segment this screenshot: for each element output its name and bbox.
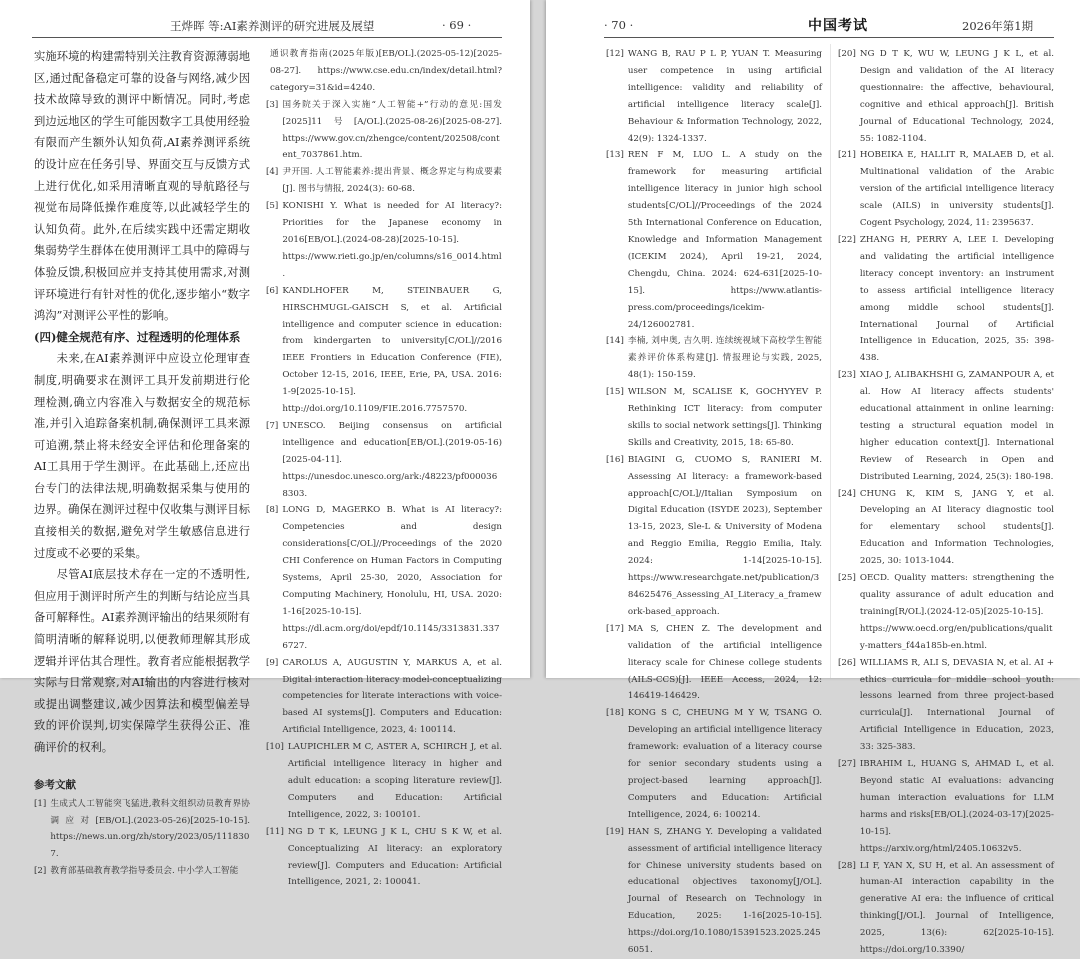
reference-item (266, 198, 502, 283)
reference-number: [20] (838, 49, 856, 59)
reference-text: LAUPICHLER M C, ASTER A, SCHIRCH J, et al. Artificial intelligence literacy in higher and adult education: a scoping literature review[J]. Computers and Education: Artificial Intelligence, 2022, 3: 100101. (287, 742, 502, 820)
reference-text: IBRAHIM L, HUANG S, AHMAD L, et al. Beyond static AI evaluations: advancing human interaction evaluations for LLM harms and risks[EB/OL].(2024-03-17)[2025-10-15]. https://arxiv.org/html/2405.10632v5. (859, 759, 1054, 854)
reference-list (838, 46, 1054, 959)
reference-number: [13] (606, 150, 624, 161)
reference-number: [3] (266, 99, 279, 110)
reference-item (606, 147, 822, 333)
right-references-column-2 (838, 46, 1054, 956)
reference-number: [21] (838, 150, 856, 161)
left-page (0, 0, 530, 888)
reference-number: [18] (606, 708, 624, 719)
reference-text: NG D T K, WU W, LEUNG J K L, et al. Design and validation of the AI literacy questionnaire: the affective, behavioural, cognitive and ethical approach[J]. British Journal of Educational Technology, 2024, 55: 1082-1104. (859, 49, 1054, 144)
reference-item (838, 232, 1054, 367)
column-divider (830, 44, 831, 678)
right-page (546, 0, 1080, 956)
journal-logo: 中国考试 (808, 18, 868, 34)
reference-text: 生成式人工智能突飞猛进,教科文组织动员教育界协调应对[EB/OL].(2023-05-26)[2025-10-15]. https://news.un.org/zh/story/2023/05/1118307. (50, 798, 250, 860)
reference-text: WILSON M, SCALISE K, GOCHYYEV P. Rethinking ICT literacy: from computer skills to social network settings[J]. Thinking Skills and Creativity, 2015, 18: 65-80. (627, 387, 822, 448)
reference-text: UNESCO. Beijing consensus on artificial intelligence and education[EB/OL].(2019-05-16)[2025-04-11]. https://unesdoc.unesco.org/ark:/48223/pf0000368303. (282, 420, 502, 499)
reference-number: [24] (838, 488, 856, 499)
reference-text: KANDLHOFER M, STEINBAUER G, HIRSCHMUGL-GAISCH S, et al. Artificial intelligence and computer science in education: from kindergarten to university[C/OL]//2016 IEEE Frontiers in Education Conference (FIE), October 12-15, 2016, IEEE, Erie, PA, USA. 2016: 1-9[2025-10-15]. http://doi.org/10.1109/FIE.2016.7757570. (282, 285, 502, 415)
page-number-right: · 70 · (604, 18, 634, 32)
reference-number: [23] (838, 370, 856, 381)
page-number-left: · 69 · (442, 18, 472, 32)
reference-item (266, 46, 502, 97)
reference-text: BIAGINI G, CUOMO S, RANIERI M. Assessing AI literacy: a framework-based approach[C/OL]//Italian Symposium on Digital Education (ISYDE 2023), September 13-15, 2023, Sle-L & University of Modena and Reggio Emilia, Reggio Emilia, Italy. 2024: 1-14[2025-10-15]. https://www.researchgate.net/publication/384625476_Assessing_AI_Literacy_a_framework-based_approach. (627, 454, 822, 617)
reference-item (838, 147, 1054, 232)
reference-number: [7] (266, 420, 279, 431)
reference-item (266, 97, 502, 165)
reference-number: [8] (266, 505, 279, 516)
body-paragraph: 未来,在AI素养测评中应设立伦理审查制度,明确要求在测评工具开发前期进行伦理检测,确立内容准入与数据安全的规范标准,并引入追踪备案机制,确保测评工具来源可追溯,禁止将未经安全评估和伦理备案的AI工具用于学生测评。在此基础上,还应出台专门的法律法规,明确数据采集与使用的边界。确保在测评过程中仅收集与测评目标直接相关的数据,避免对学生敏感信息进行过度或不必要的采集。 (34, 352, 250, 560)
reference-item (838, 367, 1054, 485)
reference-text: MA S, CHEN Z. The development and validation of the artificial intelligence literacy scale for Chinese college students (AILS-CCS)[J]. IEEE Access, 2024, 12: 146419-146429. (627, 623, 822, 702)
reference-number: [15] (606, 387, 624, 398)
reference-item (606, 333, 822, 384)
reference-number: [27] (838, 759, 856, 770)
reference-number: [16] (606, 454, 624, 465)
body-paragraph: 实施环境的构建需特别关注教育资源薄弱地区,通过配备稳定可靠的设备与网络,减少因技术故障导致的测评中断情况。同时,考虑到边远地区的学生可能因数字工具使用经验有限而产生额外认知负荷,AI素养测评系统的设计应在任务引导、界面交互与反馈方式上进行优化,如采用清晰直观的导航路径与视觉布局降低操作难度等,以此减轻学生的认知负荷。此外,在后续实践中还需定期收集弱势学生群体在使用测评工具中的障碍与体验反馈,积极回应并支持其使用需求,对测评环境进行有针对性的优化,逐步缩小“数字鸿沟”对测评公平性的影响。 (34, 50, 250, 323)
reference-text: 通识教育指南(2025年版)[EB/OL].(2025-05-12)[2025-08-27]. https://www.cse.edu.cn/index/detail.html?category=31&id=4240. (270, 49, 502, 93)
reference-item (266, 418, 502, 503)
reference-item (606, 705, 822, 823)
reference-text: WANG B, RAU P L P, YUAN T. Measuring user competence in using artificial intelligence: validity and reliability of artificial intelligence literacy scale[J]. Behaviour & Information Technology, 2022, 42(9): 1324-1337. (627, 49, 822, 144)
reference-text: LONG D, MAGERKO B. What is AI literacy?: Competencies and design considerations[C/OL]//Proceedings of the 2020 CHI Conference on Human Factors in Computing Systems, April 25-30, 2020, Association for Computing Machinery, Honolulu, HI, USA. 2020: 1-16[2025-10-15]. https://dl.acm.org/doi/epdf/10.1145/3313831.3376727. (282, 505, 502, 651)
reference-number: [22] (838, 234, 856, 245)
section-heading: (四)健全规范有序、过程透明的伦理体系 (34, 329, 241, 344)
reference-item (266, 283, 502, 418)
reference-text: REN F M, LUO L. A study on the framework for measuring artificial intelligence literacy in junior high school students[C/OL]//Proceedings of the 2024 5th International Conference on Education, Knowledge and Information Management (ICEKIM 2024), April 19-21, 2024, Chengdu, China. 2024: 624-631[2025-10-15]. https://www.atlantis-press.com/proceedings/icekim-24/126002781. (627, 150, 822, 330)
reference-text: 教育部基础教育教学指导委员会. 中小学人工智能 (50, 866, 239, 877)
reference-text: KONG S C, CHEUNG M Y W, TSANG O. Developing an artificial intelligence literacy framework: evaluation of a literacy course for senior secondary students using a project-based learning approach[J]. Computers and Education: Artificial Intelligence, 2024, 6: 100214. (627, 708, 822, 820)
reference-number: [10] (266, 742, 284, 753)
reference-text: XIAO J, ALIBAKHSHI G, ZAMANPOUR A, et al. How AI literacy affects students' educational attainment in online learning: testing a structural equation model in higher education context[J]. International Review of Research in Open and Distributed Learning, 2024, 25(3): 180-198. (859, 370, 1054, 482)
reference-list (34, 796, 250, 881)
reference-number: [25] (838, 573, 856, 584)
running-header-title: 王烨晖 等:AI素养测评的研究进展及展望 (170, 19, 375, 33)
body-paragraph: 尽管AI底层技术存在一定的不透明性,但应用于测评时所产生的判断与结论应当具备可解释性。AI素养测评输出的结果须附有简明清晰的解释说明,以便教师理解其形成逻辑并评估其合理性。教育者应能根据教学实际与日常观察,对AI输出的内容进行核对或提出调整建议,减少因算法和模型偏差导致的评价误判,切实保障学生获得公正、准确评价的权利。 (34, 568, 250, 754)
reference-item (606, 452, 822, 621)
reference-text: ZHANG H, PERRY A, LEE I. Developing and validating the artificial intelligence literacy concept inventory: an instrument to assess artificial intelligence literacy among middle school students[J]. International Journal of Artificial Intelligence in Education, 2025, 35: 398-438. (859, 234, 1054, 364)
reference-list (266, 46, 502, 891)
reference-item (266, 502, 502, 654)
reference-text: NG D T K, LEUNG J K L, CHU S K W, et al. Conceptualizing AI literacy: an exploratory review[J]. Computers and Education: Artificial Intelligence, 2021, 2: 100041. (287, 826, 502, 888)
reference-number: [26] (838, 657, 856, 668)
reference-number: [1] (34, 798, 47, 809)
reference-text: CAROLUS A, AUGUSTIN Y, MARKUS A, et al. Digital interaction literacy model-conceptualizing competencies for literate interactions with voice-based AI systems[J]. Computers and Education: Artificial Intelligence, 2023, 4: 100114. (282, 657, 502, 736)
reference-number: [28] (838, 860, 856, 871)
issue-label: 2026年第1期 (962, 19, 1034, 33)
header-rule (604, 37, 1054, 38)
reference-item (838, 756, 1054, 857)
reference-item (266, 164, 502, 198)
reference-number: [6] (266, 285, 279, 296)
reference-number: [14] (606, 336, 624, 347)
reference-item (838, 46, 1054, 147)
left-references-column (266, 46, 502, 888)
header-rule (32, 37, 502, 38)
reference-text: 李楠, 刘申奥, 吉久明. 连续统视域下高校学生智能素养评价体系构建[J]. 情报理论与实践, 2025, 48(1): 150-159. (627, 336, 822, 381)
reference-item (266, 655, 502, 740)
reference-item (838, 858, 1054, 959)
references-title: 参考文献 (34, 778, 76, 791)
reference-item (34, 796, 250, 864)
reference-item (266, 739, 502, 824)
reference-list (606, 46, 822, 959)
reference-number: [11] (266, 826, 284, 837)
reference-number: [9] (266, 657, 279, 668)
reference-number: [4] (266, 167, 279, 178)
reference-text: HOBEIKA E, HALLIT R, MALAEB D, et al. Multinational validation of the Arabic version of the artificial intelligence literacy scale (AILS) in university students[J]. Cogent Psychology, 2024, 11: 2395637. (859, 150, 1054, 229)
reference-text: 国务院关于深入实施“人工智能+”行动的意见:国发[2025]11号[A/OL].(2025-08-26)[2025-08-27]. https://www.gov.cn/zhengce/content/202508/content_7037861.htm. (282, 99, 502, 161)
reference-text: LI F, YAN X, SU H, et al. An assessment of human-AI interaction capability in the generative AI era: the influence of critical thinking[J/OL]. Journal of Intelligence, 2025, 13(6): 62[2025-10-15]. https://doi.org/10.3390/ (859, 860, 1054, 956)
reference-item (838, 486, 1054, 571)
reference-text: 尹开国. 人工智能素养:提出背景、概念界定与构成要素[J]. 图书与情报, 2024(3): 60-68. (282, 167, 502, 195)
reference-number: [19] (606, 826, 624, 837)
reference-number: [12] (606, 49, 624, 59)
reference-item (606, 384, 822, 452)
reference-item (34, 863, 250, 880)
reference-item (606, 621, 822, 706)
reference-item (606, 824, 822, 959)
reference-text: WILLIAMS R, ALI S, DEVASIA N, et al. AI + ethics curricula for middle school youth: lessons learned from three project-based curricula[J]. International Journal of Artificial Intelligence in Education, 2023, 33: 325-383. (859, 657, 1054, 753)
reference-text: CHUNG K, KIM S, JANG Y, et al. Developing an AI literacy diagnostic tool for elementary school students[J]. Education and Information Technologies, 2025, 30: 1013-1044. (859, 488, 1054, 567)
reference-item (838, 655, 1054, 756)
reference-text: KONISHI Y. What is needed for AI literacy?: Priorities for the Japanese economy in 2016[EB/OL].(2024-08-28)[2025-10-15]. https://www.rieti.go.jp/en/columns/s16_0014.html. (282, 201, 502, 279)
reference-text: OECD. Quality matters: strengthening the quality assurance of adult education and training[R/OL].(2024-12-05)[2025-10-15]. https://www.oecd.org/en/publications/quality-matters_f44a185b-en.html. (859, 573, 1054, 651)
right-references-column-1 (606, 46, 822, 956)
reference-text: HAN S, ZHANG Y. Developing a validated assessment of artificial intelligence literacy for Chinese university students based on educational objectives taxonomy[J/OL]. Journal of Research on Technology in Education, 2025: 1-16[2025-10-15]. https://doi.org/10.1080/15391523.2025.2456051. (627, 826, 822, 956)
reference-item (266, 824, 502, 892)
reference-item (606, 46, 822, 147)
reference-number: [2] (34, 866, 47, 877)
reference-number: [5] (266, 201, 279, 212)
left-text-column (34, 46, 250, 877)
reference-item (838, 570, 1054, 655)
reference-number: [17] (606, 623, 624, 634)
